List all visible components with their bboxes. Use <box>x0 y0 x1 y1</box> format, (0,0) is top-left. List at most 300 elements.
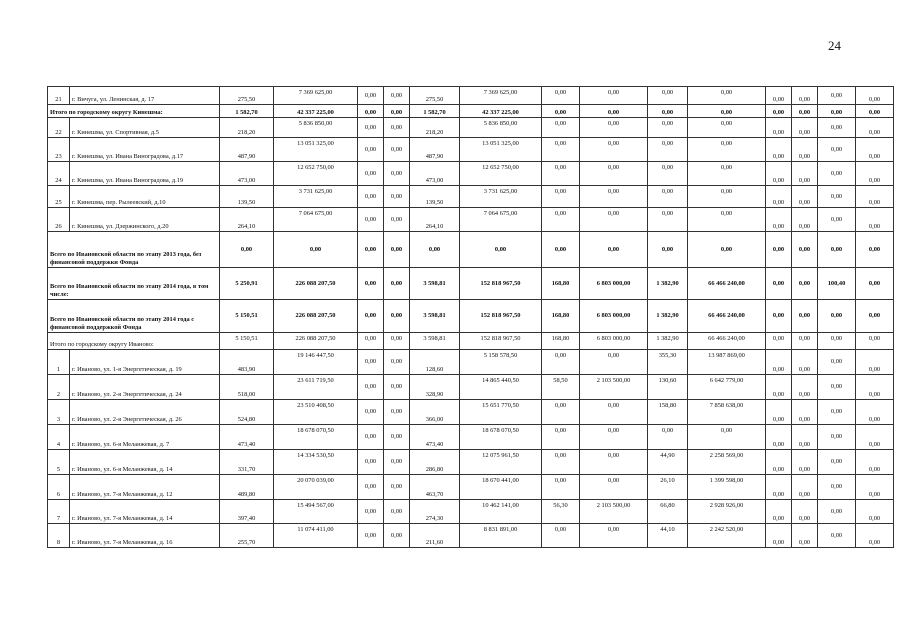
value-cell: 0,00 <box>856 450 894 475</box>
value-cell: 264,10 <box>220 208 274 232</box>
value-cell: 0,00 <box>358 208 384 232</box>
value-cell: 1 399 598,00 <box>688 475 766 500</box>
value-cell: 18 678 070,50 <box>460 425 542 450</box>
value-cell: 0,00 <box>818 333 856 350</box>
value-cell: 3 731 625,00 <box>460 186 542 208</box>
value-cell: 23 510 408,50 <box>274 400 358 425</box>
value-cell: 0,00 <box>856 350 894 375</box>
table-row-subtotal <box>48 333 894 350</box>
value-cell: 473,00 <box>410 162 460 186</box>
value-cell: 0,00 <box>818 475 856 500</box>
value-cell: 168,80 <box>542 333 580 350</box>
value-cell: 473,40 <box>220 425 274 450</box>
value-cell: 0,00 <box>542 400 580 425</box>
group-label-cell: Всего по Ивановской области по этапу 2014 года с финансовой поддержкой Фонда <box>48 300 220 333</box>
value-cell: 286,80 <box>410 450 460 475</box>
value-cell: 0,00 <box>792 425 818 450</box>
value-cell: 0,00 <box>580 138 648 162</box>
value-cell: 0,00 <box>818 400 856 425</box>
value-cell: 0,00 <box>792 138 818 162</box>
value-cell: 0,00 <box>358 475 384 500</box>
value-cell: 0,00 <box>580 232 648 268</box>
value-cell: 152 818 967,50 <box>460 268 542 300</box>
value-cell: 0,00 <box>542 425 580 450</box>
value-cell: 0,00 <box>818 375 856 400</box>
value-cell: 0,00 <box>384 475 410 500</box>
value-cell: 226 088 207,50 <box>274 268 358 300</box>
value-cell: 0,00 <box>542 524 580 548</box>
value-cell: 0,00 <box>766 450 792 475</box>
value-cell: 26,10 <box>648 475 688 500</box>
value-cell: 366,00 <box>410 400 460 425</box>
address-cell: г. Вичуга, ул. Ленинская, д. 17 <box>70 87 220 105</box>
value-cell: 13 051 325,00 <box>274 138 358 162</box>
value-cell: 0,00 <box>384 138 410 162</box>
value-cell: 13 987 869,00 <box>688 350 766 375</box>
value-cell: 5 836 850,00 <box>274 118 358 138</box>
value-cell: 0,00 <box>384 400 410 425</box>
value-cell: 0,00 <box>856 87 894 105</box>
value-cell: 0,00 <box>358 350 384 375</box>
value-cell: 66 466 240,00 <box>688 333 766 350</box>
value-cell: 0,00 <box>384 500 410 524</box>
value-cell: 6 803 000,00 <box>580 333 648 350</box>
value-cell: 0,00 <box>358 118 384 138</box>
group-label-cell: Итого по городскому округу Кинешма: <box>48 105 220 118</box>
value-cell: 0,00 <box>648 87 688 105</box>
value-cell: 152 818 967,50 <box>460 300 542 333</box>
value-cell: 473,40 <box>410 425 460 450</box>
value-cell: 0,00 <box>766 138 792 162</box>
table-row-summary <box>48 300 894 333</box>
value-cell: 0,00 <box>542 232 580 268</box>
value-cell: 0,00 <box>766 350 792 375</box>
value-cell: 0,00 <box>792 375 818 400</box>
value-cell: 0,00 <box>542 475 580 500</box>
value-cell: 0,00 <box>792 500 818 524</box>
value-cell: 158,80 <box>648 400 688 425</box>
value-cell: 255,70 <box>220 524 274 548</box>
value-cell: 15 651 770,50 <box>460 400 542 425</box>
value-cell: 0,00 <box>542 350 580 375</box>
value-cell: 0,00 <box>542 162 580 186</box>
value-cell: 0,00 <box>358 524 384 548</box>
value-cell: 2 242 520,00 <box>688 524 766 548</box>
value-cell: 0,00 <box>358 425 384 450</box>
address-cell: г. Кинешма, ул. Ивана Виноградова, д.19 <box>70 162 220 186</box>
value-cell: 0,00 <box>856 186 894 208</box>
row-number: 24 <box>48 162 70 186</box>
table-row <box>48 450 894 475</box>
value-cell: 0,00 <box>542 118 580 138</box>
value-cell: 0,00 <box>580 162 648 186</box>
value-cell: 0,00 <box>856 425 894 450</box>
value-cell: 0,00 <box>580 425 648 450</box>
table-row <box>48 500 894 524</box>
value-cell: 0,00 <box>792 87 818 105</box>
value-cell: 0,00 <box>358 400 384 425</box>
value-cell: 211,60 <box>410 524 460 548</box>
value-cell: 0,00 <box>818 500 856 524</box>
value-cell: 0,00 <box>358 186 384 208</box>
table-row <box>48 162 894 186</box>
page-number: 24 <box>828 38 841 53</box>
value-cell: 0,00 <box>384 118 410 138</box>
value-cell: 0,00 <box>688 87 766 105</box>
value-cell: 2 103 500,00 <box>580 375 648 400</box>
value-cell: 14 865 440,50 <box>460 375 542 400</box>
address-cell: г. Иваново, ул. 6-я Меланжевая, д. 7 <box>70 425 220 450</box>
table-body <box>48 87 894 548</box>
value-cell: 0,00 <box>220 232 274 268</box>
value-cell: 5 150,51 <box>220 333 274 350</box>
value-cell: 2 258 569,00 <box>688 450 766 475</box>
table-row-total <box>48 105 894 118</box>
value-cell: 0,00 <box>856 500 894 524</box>
value-cell: 0,00 <box>580 186 648 208</box>
table-row <box>48 87 894 105</box>
value-cell: 0,00 <box>818 105 856 118</box>
value-cell: 0,00 <box>648 425 688 450</box>
value-cell: 264,10 <box>410 208 460 232</box>
value-cell: 0,00 <box>856 232 894 268</box>
value-cell: 58,50 <box>542 375 580 400</box>
address-cell: г. Иваново, ул. 6-я Меланжевая, д. 14 <box>70 450 220 475</box>
value-cell: 0,00 <box>792 186 818 208</box>
value-cell: 1 382,90 <box>648 333 688 350</box>
value-cell: 0,00 <box>818 138 856 162</box>
value-cell: 0,00 <box>856 475 894 500</box>
address-cell: г. Иваново, ул. 7-я Меланжевая, д. 12 <box>70 475 220 500</box>
value-cell: 0,00 <box>384 333 410 350</box>
value-cell: 397,40 <box>220 500 274 524</box>
value-cell: 0,00 <box>688 138 766 162</box>
value-cell: 0,00 <box>766 400 792 425</box>
value-cell: 0,00 <box>766 87 792 105</box>
value-cell: 0,00 <box>766 118 792 138</box>
value-cell: 0,00 <box>818 300 856 333</box>
value-cell: 0,00 <box>856 333 894 350</box>
value-cell: 518,00 <box>220 375 274 400</box>
value-cell: 7 064 675,00 <box>274 208 358 232</box>
value-cell: 5 836 850,00 <box>460 118 542 138</box>
value-cell: 0,00 <box>766 425 792 450</box>
value-cell: 355,30 <box>648 350 688 375</box>
value-cell: 0,00 <box>766 475 792 500</box>
value-cell: 0,00 <box>580 400 648 425</box>
value-cell: 0,00 <box>358 500 384 524</box>
value-cell: 0,00 <box>384 524 410 548</box>
value-cell: 0,00 <box>688 105 766 118</box>
value-cell: 42 337 225,00 <box>274 105 358 118</box>
value-cell: 0,00 <box>384 268 410 300</box>
value-cell: 0,00 <box>766 105 792 118</box>
value-cell: 0,00 <box>856 162 894 186</box>
value-cell: 489,80 <box>220 475 274 500</box>
housing-program-table <box>47 86 894 548</box>
value-cell: 152 818 967,50 <box>460 333 542 350</box>
value-cell: 0,00 <box>792 350 818 375</box>
value-cell: 0,00 <box>688 186 766 208</box>
value-cell: 5 158 578,50 <box>460 350 542 375</box>
value-cell: 0,00 <box>766 208 792 232</box>
value-cell: 0,00 <box>766 268 792 300</box>
value-cell: 0,00 <box>358 162 384 186</box>
value-cell: 1 382,90 <box>648 300 688 333</box>
value-cell: 274,30 <box>410 500 460 524</box>
value-cell: 0,00 <box>856 118 894 138</box>
row-number: 23 <box>48 138 70 162</box>
value-cell: 0,00 <box>358 87 384 105</box>
value-cell: 0,00 <box>384 300 410 333</box>
value-cell: 0,00 <box>580 87 648 105</box>
row-number: 7 <box>48 500 70 524</box>
value-cell: 20 070 039,00 <box>274 475 358 500</box>
group-label-cell: Итого по городскому округу Иваново: <box>48 333 220 350</box>
value-cell: 0,00 <box>384 450 410 475</box>
address-cell: г. Иваново, ул. 1-я Энергетическая, д. 19 <box>70 350 220 375</box>
row-number: 26 <box>48 208 70 232</box>
value-cell: 128,60 <box>410 350 460 375</box>
value-cell: 524,80 <box>220 400 274 425</box>
table-row <box>48 524 894 548</box>
value-cell: 0,00 <box>384 232 410 268</box>
value-cell: 0,00 <box>384 208 410 232</box>
value-cell: 0,00 <box>792 450 818 475</box>
value-cell: 10 462 141,00 <box>460 500 542 524</box>
value-cell: 3 731 625,00 <box>274 186 358 208</box>
value-cell: 218,20 <box>220 118 274 138</box>
value-cell: 0,00 <box>384 186 410 208</box>
value-cell: 56,30 <box>542 500 580 524</box>
value-cell: 0,00 <box>384 425 410 450</box>
value-cell: 0,00 <box>856 400 894 425</box>
value-cell: 0,00 <box>766 162 792 186</box>
value-cell: 3 598,81 <box>410 300 460 333</box>
value-cell: 0,00 <box>766 500 792 524</box>
value-cell: 0,00 <box>792 475 818 500</box>
value-cell: 15 494 567,00 <box>274 500 358 524</box>
value-cell: 1 582,70 <box>220 105 274 118</box>
value-cell: 0,00 <box>856 375 894 400</box>
value-cell: 6 803 000,00 <box>580 300 648 333</box>
value-cell: 0,00 <box>580 105 648 118</box>
value-cell: 0,00 <box>580 350 648 375</box>
value-cell: 0,00 <box>792 232 818 268</box>
table-row <box>48 350 894 375</box>
value-cell: 0,00 <box>818 118 856 138</box>
address-cell: г. Иваново, ул. 2-я Энергетическая, д. 26 <box>70 400 220 425</box>
value-cell: 0,00 <box>818 524 856 548</box>
value-cell: 7 369 625,00 <box>274 87 358 105</box>
value-cell: 3 598,81 <box>410 268 460 300</box>
value-cell: 0,00 <box>792 118 818 138</box>
value-cell: 328,90 <box>410 375 460 400</box>
value-cell: 2 103 500,00 <box>580 500 648 524</box>
table-row-summary <box>48 232 894 268</box>
value-cell: 100,40 <box>818 268 856 300</box>
group-label-cell: Всего по Ивановской области по этапу 2013 года, без финансовой поддержки Фонда <box>48 232 220 268</box>
value-cell: 44,90 <box>648 450 688 475</box>
value-cell: 139,50 <box>410 186 460 208</box>
value-cell: 130,60 <box>648 375 688 400</box>
value-cell: 0,00 <box>384 105 410 118</box>
value-cell: 42 337 225,00 <box>460 105 542 118</box>
value-cell: 66 466 240,00 <box>688 300 766 333</box>
value-cell: 0,00 <box>688 232 766 268</box>
row-number: 3 <box>48 400 70 425</box>
table-row <box>48 400 894 425</box>
value-cell: 0,00 <box>792 105 818 118</box>
value-cell: 7 064 675,00 <box>460 208 542 232</box>
value-cell: 226 088 207,50 <box>274 333 358 350</box>
value-cell: 0,00 <box>792 524 818 548</box>
value-cell: 0,00 <box>542 138 580 162</box>
value-cell: 139,50 <box>220 186 274 208</box>
value-cell: 0,00 <box>818 162 856 186</box>
row-number: 6 <box>48 475 70 500</box>
value-cell: 13 051 325,00 <box>460 138 542 162</box>
value-cell: 0,00 <box>766 375 792 400</box>
value-cell: 0,00 <box>542 450 580 475</box>
value-cell: 2 928 926,00 <box>688 500 766 524</box>
group-label-cell: Всего по Ивановской области по этапу 2014 года, в том числе: <box>48 268 220 300</box>
value-cell: 0,00 <box>856 300 894 333</box>
value-cell: 0,00 <box>358 333 384 350</box>
value-cell: 0,00 <box>648 162 688 186</box>
value-cell: 18 670 441,00 <box>460 475 542 500</box>
address-cell: г. Кинешма, ул. Ивана Виноградова, д.17 <box>70 138 220 162</box>
value-cell: 0,00 <box>648 118 688 138</box>
value-cell: 0,00 <box>688 162 766 186</box>
value-cell: 66 466 240,00 <box>688 268 766 300</box>
value-cell: 275,50 <box>410 87 460 105</box>
value-cell: 0,00 <box>818 208 856 232</box>
value-cell: 11 074 411,00 <box>274 524 358 548</box>
value-cell: 0,00 <box>384 162 410 186</box>
row-number: 8 <box>48 524 70 548</box>
value-cell: 18 678 070,50 <box>274 425 358 450</box>
value-cell: 483,90 <box>220 350 274 375</box>
value-cell: 0,00 <box>818 87 856 105</box>
table-row <box>48 425 894 450</box>
value-cell: 0,00 <box>580 118 648 138</box>
value-cell: 0,00 <box>792 268 818 300</box>
value-cell: 19 146 447,50 <box>274 350 358 375</box>
value-cell: 5 150,51 <box>220 300 274 333</box>
value-cell: 6 803 000,00 <box>580 268 648 300</box>
value-cell: 0,00 <box>542 105 580 118</box>
value-cell: 0,00 <box>856 524 894 548</box>
row-number: 2 <box>48 375 70 400</box>
value-cell: 66,80 <box>648 500 688 524</box>
value-cell: 218,20 <box>410 118 460 138</box>
value-cell: 0,00 <box>688 208 766 232</box>
value-cell: 0,00 <box>818 425 856 450</box>
value-cell: 0,00 <box>358 300 384 333</box>
value-cell: 0,00 <box>856 138 894 162</box>
value-cell: 0,00 <box>648 232 688 268</box>
value-cell: 0,00 <box>648 186 688 208</box>
table-row <box>48 475 894 500</box>
value-cell: 0,00 <box>384 375 410 400</box>
value-cell: 0,00 <box>384 87 410 105</box>
value-cell: 23 611 719,50 <box>274 375 358 400</box>
value-cell: 0,00 <box>580 450 648 475</box>
value-cell: 6 642 779,00 <box>688 375 766 400</box>
value-cell: 0,00 <box>792 400 818 425</box>
address-cell: г. Иваново, ул. 7-я Меланжевая, д. 16 <box>70 524 220 548</box>
value-cell: 0,00 <box>542 208 580 232</box>
value-cell: 12 652 750,00 <box>460 162 542 186</box>
value-cell: 0,00 <box>766 186 792 208</box>
value-cell: 0,00 <box>358 138 384 162</box>
value-cell: 0,00 <box>358 232 384 268</box>
value-cell: 7 369 625,00 <box>460 87 542 105</box>
value-cell: 0,00 <box>384 350 410 375</box>
value-cell: 0,00 <box>818 450 856 475</box>
row-number: 1 <box>48 350 70 375</box>
value-cell: 0,00 <box>792 208 818 232</box>
value-cell: 0,00 <box>580 524 648 548</box>
value-cell: 0,00 <box>580 208 648 232</box>
address-cell: г. Кинешма, ул. Спортивная, д.5 <box>70 118 220 138</box>
row-number: 5 <box>48 450 70 475</box>
row-number: 25 <box>48 186 70 208</box>
value-cell: 168,80 <box>542 268 580 300</box>
table-row <box>48 186 894 208</box>
value-cell: 0,00 <box>648 208 688 232</box>
table-row-summary <box>48 268 894 300</box>
value-cell: 0,00 <box>648 138 688 162</box>
value-cell: 7 858 638,00 <box>688 400 766 425</box>
value-cell: 1 382,90 <box>648 268 688 300</box>
value-cell: 0,00 <box>648 105 688 118</box>
table-row <box>48 375 894 400</box>
value-cell: 0,00 <box>542 87 580 105</box>
value-cell: 0,00 <box>358 375 384 400</box>
value-cell: 0,00 <box>792 333 818 350</box>
value-cell: 8 831 891,00 <box>460 524 542 548</box>
value-cell: 0,00 <box>542 186 580 208</box>
value-cell: 3 598,81 <box>410 333 460 350</box>
value-cell: 0,00 <box>460 232 542 268</box>
value-cell: 5 250,91 <box>220 268 274 300</box>
value-cell: 0,00 <box>766 524 792 548</box>
value-cell: 487,90 <box>410 138 460 162</box>
value-cell: 463,70 <box>410 475 460 500</box>
value-cell: 0,00 <box>410 232 460 268</box>
address-cell: г. Иваново, ул. 2-я Энергетическая, д. 24 <box>70 375 220 400</box>
value-cell: 1 582,70 <box>410 105 460 118</box>
value-cell: 0,00 <box>856 208 894 232</box>
row-number: 21 <box>48 87 70 105</box>
value-cell: 0,00 <box>766 333 792 350</box>
address-cell: г. Кинешма, ул. Дзержинского, д.20 <box>70 208 220 232</box>
value-cell: 487,90 <box>220 138 274 162</box>
value-cell: 14 334 530,50 <box>274 450 358 475</box>
value-cell: 168,80 <box>542 300 580 333</box>
value-cell: 0,00 <box>856 105 894 118</box>
value-cell: 226 088 207,50 <box>274 300 358 333</box>
value-cell: 0,00 <box>856 268 894 300</box>
value-cell: 0,00 <box>792 162 818 186</box>
value-cell: 0,00 <box>688 425 766 450</box>
value-cell: 0,00 <box>358 450 384 475</box>
value-cell: 0,00 <box>792 300 818 333</box>
value-cell: 0,00 <box>818 232 856 268</box>
value-cell: 0,00 <box>818 350 856 375</box>
